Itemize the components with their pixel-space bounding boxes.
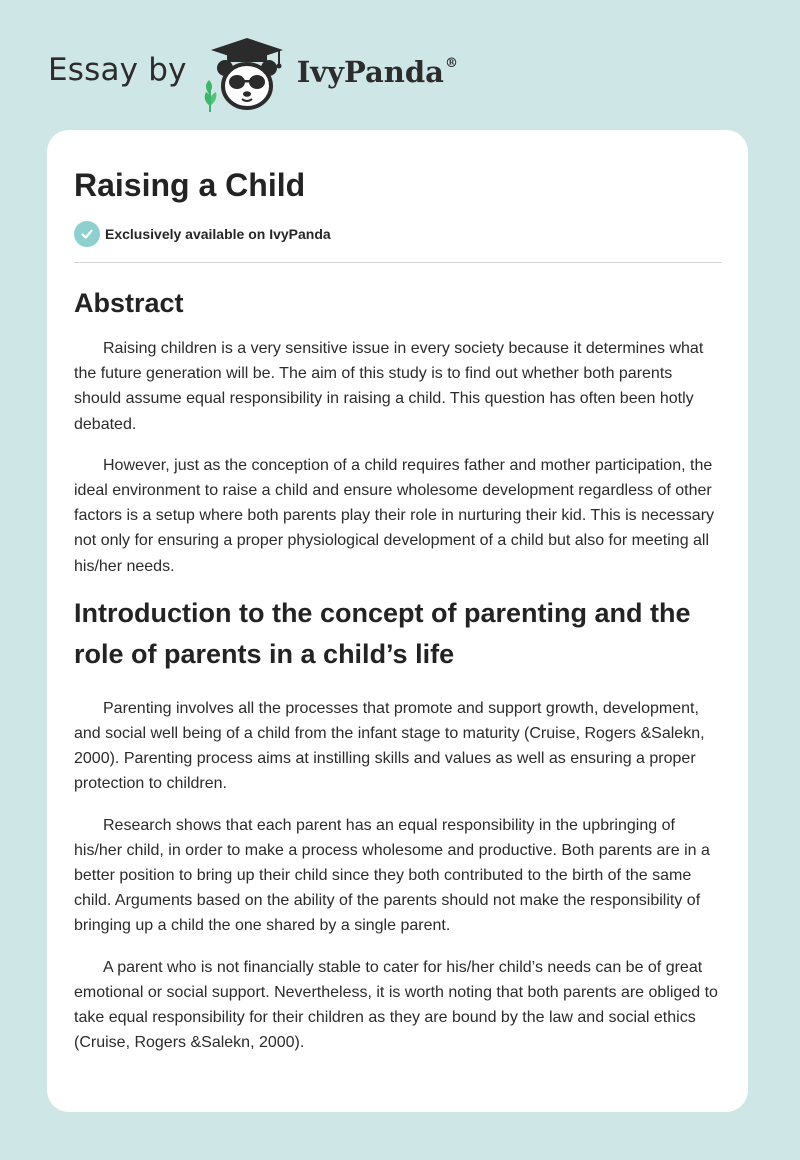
brand-name[interactable] [297,55,458,89]
title-divider [74,262,722,263]
paragraph: A parent who is not financially stable to cater for his/her child’s needs can be of great emotional or social support. Nevertheless, it is worth noting that both parents are obliged to take equal responsibility for their children as they are bound by the law and social ethics (Cruise, Rogers &Salekn, 2000). [74,958,718,1052]
check-circle-icon [74,221,100,247]
essay-title: Raising a Child [74,167,306,203]
site-header [48,34,458,114]
paragraph: Parenting involves all the processes that promote and support growth, development, and social well being of a child from the infant stage to maturity (Cruise, Rogers &Salekn, 2000). Parenting process aims at instilling skills and values as well as ensuring a proper protection to children. [74,699,705,793]
exclusive-badge-label: Exclusively available on IvyPanda [105,226,331,242]
paragraph: Research shows that each parent has an equal responsibility in the upbringing of his/her child, in order to make a process wholesome and productive. Both parents are in a better position to bring up their child since they both contributed to the birth of the same child. Arguments based on the ability of the parents should not make the responsibility of bringing up a child the one shared by a single parent. [74,816,710,935]
essay-card [47,130,748,1112]
paragraph: However, just as the conception of a child requires father and mother participation, the ideal environment to raise a child and ensure wholesome development regardless of other factors is a setup where both parents play their role in nurturing their kid. This is necessary not only for ensuring a proper physiological development of a child but also for meeting all his/her needs. [74,456,715,575]
panda-graduate-logo-icon[interactable] [201,34,293,114]
brand-name-text: IvyPanda [296,55,444,89]
essay-by-label: Essay by [48,52,187,88]
paragraph: Raising children is a very sensitive issue in every society because it determines what the future generation will be. The aim of this study is to find out whether both parents should assume equal responsibility in raising a child. This question has often been hotly debated. [74,340,704,433]
section-heading-abstract: Abstract [74,288,184,318]
registered-mark: ® [444,56,458,72]
section-heading-introduction: Introduction to the concept of parenting and the role of parents in a child’s life [74,597,691,669]
exclusive-badge [74,221,722,247]
